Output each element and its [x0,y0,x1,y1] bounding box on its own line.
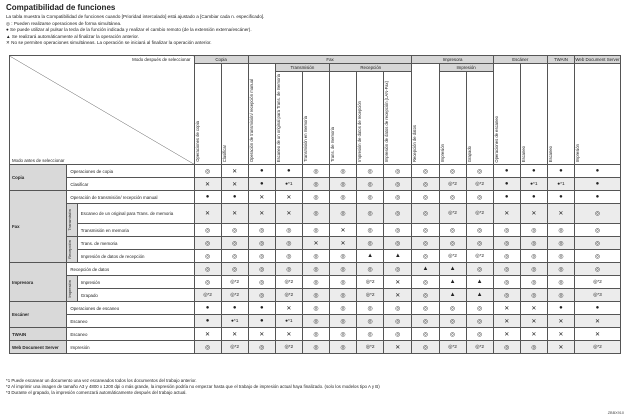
compat-cell: ◎ [275,224,302,237]
compat-cell: ▲ [439,276,466,289]
col-header: Operaciones de copia [194,64,221,165]
compat-cell: ◎ [248,341,275,354]
page-title: Compatibilidad de funciones [6,3,116,12]
compat-cell: ◎ [248,263,275,276]
compat-cell: ◎ [330,165,357,178]
compat-cell: ◎ [330,328,357,341]
row-group-impresora: Impresora [10,263,67,302]
compat-cell: ● [547,165,574,178]
header-impresion: Impresión [439,64,493,72]
compat-cell: ◎ [330,204,357,224]
compat-cell: ◎ [302,289,329,302]
compat-cell: ● [275,165,302,178]
compat-cell: ◎ [520,263,547,276]
row-label: Trans. de memoria [77,237,194,250]
compat-cell: ◎ [412,178,439,191]
footnote: *2 Al imprimir una imagen de tamaño A3 y 4800 x 1200 dpi o más grande, la impresión podría no empezar hasta que el trabajo de impresión actual haya finalizado. (solo los modelos tipo A y B) [6,384,380,390]
compat-cell: ● [574,178,620,191]
compat-cell: ◎ [493,237,520,250]
compat-cell: ◎ [439,165,466,178]
compat-cell: ✕ [520,328,547,341]
compat-cell: ◎ [412,276,439,289]
row-subgroup-label: Recepción [67,240,73,260]
compat-cell: ◎ [412,250,439,263]
compat-cell: ● [547,302,574,315]
corner-after-label: Modo después de seleccionar [132,57,191,62]
compat-cell: ● [493,191,520,204]
compat-cell: ✕ [520,302,547,315]
legend-auto: ▲ Se realizará automáticamente al finalizar la operación anterior. [6,33,139,39]
compat-cell: ●*1 [275,315,302,328]
compat-cell: ◎ [194,341,221,354]
compat-cell: ◎ [384,328,412,341]
compat-cell: ◎*2 [221,289,248,302]
compat-cell: ▲ [466,289,493,302]
compat-cell: ✕ [547,315,574,328]
compat-cell: ✕ [493,328,520,341]
compat-cell: ◎ [547,224,574,237]
row-label: Escaneo [67,315,194,328]
row-group-twain: TWAIN [10,328,67,341]
compat-cell: ◎ [194,165,221,178]
compat-cell: ● [520,191,547,204]
compat-cell: ◎ [357,237,384,250]
compat-cell: ✕ [221,178,248,191]
compat-cell: ● [574,191,620,204]
compat-cell: ◎ [330,250,357,263]
compat-cell: ◎ [221,250,248,263]
row-label: Escaneo de un original para Trans. de memoria [77,204,194,224]
col-header: Operaciones de escaneo [493,64,520,165]
row-subgroup-label: Impresión [67,279,73,298]
table-row [10,289,621,302]
compat-cell: ✕ [302,237,329,250]
compat-cell: ✕ [384,289,412,302]
compat-cell: ◎ [194,237,221,250]
compat-cell: ◎ [412,191,439,204]
compat-cell: ✕ [221,165,248,178]
compat-cell: ◎ [412,204,439,224]
compat-cell: ◎ [412,315,439,328]
compat-cell: ◎ [357,178,384,191]
compat-cell: ◎ [302,302,329,315]
row-subgroup-impresion [67,276,77,302]
table-row [10,204,621,224]
legend-not-allowed: ✕ No se permiten operaciones simultáneas. La operación se iniciará al finalizar la operación anterior. [6,40,212,46]
col-header: Escaneo [547,64,574,165]
compat-cell: ● [248,178,275,191]
header-twain: TWAIN [547,56,574,64]
compat-cell: ◎ [302,224,329,237]
compat-cell: ◎ [330,315,357,328]
figure-code: ZBBX910 [607,411,624,415]
header-wds: Web Document Server [575,57,620,62]
compat-cell: ●*1 [547,178,574,191]
compat-cell: ◎ [248,250,275,263]
compat-cell: ◎ [439,237,466,250]
compat-cell: ✕ [493,204,520,224]
compat-cell: ◎ [302,178,329,191]
row-label: Clasificar [67,178,194,191]
compat-cell: ◎ [493,289,520,302]
compat-cell: ◎ [330,191,357,204]
compat-cell: ◎ [574,250,620,263]
table-row [10,224,621,237]
compatibility-table [9,55,621,354]
row-label: Impresión de datos de recepción [77,250,194,263]
compat-cell: ● [248,302,275,315]
header-escaner: Escáner [493,56,547,64]
table-row [10,302,621,315]
col-header: Clasificar [221,64,248,165]
compat-cell: ◎ [466,328,493,341]
compat-cell: ✕ [493,315,520,328]
compat-cell: ◎ [384,315,412,328]
compat-cell: ◎ [384,178,412,191]
compat-cell: ◎ [275,250,302,263]
compat-cell: ◎ [194,224,221,237]
compat-cell: ● [574,165,620,178]
compat-cell: ◎ [357,263,384,276]
compat-cell: ◎ [466,263,493,276]
table-row [10,315,621,328]
compat-cell: ◎*2 [466,341,493,354]
compat-cell: ◎ [412,302,439,315]
compat-cell: ◎ [466,191,493,204]
table-row [10,165,621,178]
compat-cell: ◎ [302,165,329,178]
table-row [10,276,621,289]
compat-cell: ◎*2 [574,276,620,289]
compat-cell: ◎ [357,204,384,224]
compat-cell: ◎ [384,263,412,276]
compat-cell: ◎ [520,237,547,250]
compat-cell: ▲ [439,263,466,276]
compat-cell: ◎ [493,341,520,354]
compat-cell: ✕ [520,204,547,224]
row-group-fax: Fax [10,191,67,263]
compat-cell: ✕ [330,237,357,250]
row-label: Impresión [67,341,194,354]
row-label: Grapado [77,289,194,302]
compat-cell: ✕ [520,315,547,328]
compat-cell: ● [248,315,275,328]
compat-cell: ▲ [439,289,466,302]
compat-cell: ◎ [275,237,302,250]
compat-cell: ◎ [520,276,547,289]
row-subgroup-recepcion [67,237,77,263]
compat-cell: ◎ [275,263,302,276]
col-header: Impresión [574,64,620,165]
compat-cell: ◎*2 [466,204,493,224]
legend-remote: ● Se puede utilizar al pulsar la tecla de la función indicada y realizar el cambio remoto (de la extensión externa/escáner). [6,27,252,33]
compat-cell: ◎*2 [574,341,620,354]
compat-cell: ◎ [194,276,221,289]
table-row [10,191,621,204]
compat-cell: ◎*2 [439,341,466,354]
compat-cell: ◎ [547,250,574,263]
row-group-copia: Copia [10,165,67,191]
compat-cell: ◎*2 [357,289,384,302]
compat-cell: ◎ [547,289,574,302]
compat-cell: ◎ [520,289,547,302]
compat-cell: ◎*2 [194,289,221,302]
compat-cell: ◎ [302,315,329,328]
compat-cell: ◎ [520,224,547,237]
compat-cell: ◎ [248,289,275,302]
compat-cell: ◎ [221,263,248,276]
row-label: Operaciones de copia [67,165,194,178]
col-header: Impresión [439,72,466,165]
compat-cell: ▲ [357,250,384,263]
header-copia: Copia [194,56,248,64]
compat-cell: ● [574,302,620,315]
compat-cell: ◎*3 [574,289,620,302]
compat-cell: ✕ [574,328,620,341]
compat-cell: ✕ [275,191,302,204]
compat-cell: ◎ [302,328,329,341]
compat-cell: ◎ [412,289,439,302]
compat-cell: ◎ [248,237,275,250]
table-body [10,165,621,354]
compat-cell: ▲ [384,250,412,263]
compat-cell: ◎ [412,237,439,250]
compat-cell: ◎ [547,263,574,276]
compat-cell: ◎*2 [439,204,466,224]
compat-cell: ◎ [466,315,493,328]
table-row [10,178,621,191]
compat-cell: ◎ [439,328,466,341]
compat-cell: ◎ [302,250,329,263]
compat-cell: ◎ [466,165,493,178]
compat-cell: ✕ [248,328,275,341]
compat-cell: ✕ [194,204,221,224]
compat-cell: ◎*2 [357,276,384,289]
compat-cell: ◎*2 [466,250,493,263]
row-label: Recepción de datos [67,263,194,276]
row-label: Transmisión en memoria [77,224,194,237]
header-recepcion: Recepción [330,64,412,72]
table-row [10,250,621,263]
table-row [10,237,621,250]
compat-cell: ◎ [330,341,357,354]
compat-cell: ◎ [547,276,574,289]
compat-cell: ◎ [330,276,357,289]
row-subgroup-label: Transmisión [67,209,73,232]
compat-cell: ◎ [384,204,412,224]
compat-cell: ◎ [302,204,329,224]
table-row [10,263,621,276]
compat-cell: ◎*2 [275,289,302,302]
footnote: *1 Puede escanear un documento una vez escaneados todos los documentos del trabajo anterior. [6,378,197,383]
row-label: Impresión [77,276,194,289]
compat-cell: ● [221,302,248,315]
compat-cell: ◎ [439,315,466,328]
compat-cell: ✕ [221,204,248,224]
compat-cell: ◎ [384,302,412,315]
compat-cell: ◎*2 [439,250,466,263]
col-header: Escaneo de un original para Trans. de memoria [275,72,302,165]
compat-cell: ● [520,165,547,178]
compat-cell: ✕ [547,328,574,341]
compat-cell: ●*1 [275,178,302,191]
compat-cell: ◎*2 [357,341,384,354]
row-label: Operación de transmisión/ recepción manual [67,191,194,204]
compat-cell: ● [194,302,221,315]
compat-cell: ✕ [248,204,275,224]
header-fax: Fax [248,56,412,64]
compat-cell: ◎ [412,224,439,237]
compat-cell: ◎ [330,263,357,276]
compat-cell: ◎ [357,224,384,237]
col-header: Escaneo [520,64,547,165]
row-label: Escaneo [67,328,194,341]
intro-line: La tabla muestra la Compatibilidad de funciones cuando [Prioridad intercalado] está ajustado a [Cambiar cada n. especificado]. [6,14,265,19]
compat-cell: ◎ [466,302,493,315]
compat-cell: ◎ [302,263,329,276]
legend-simultaneous: ◎ : Pueden realizarse operaciones de forma simultánea. [6,20,122,26]
compat-cell: ●*1 [221,315,248,328]
compat-cell: ◎ [384,165,412,178]
compat-cell: ✕ [275,328,302,341]
compat-cell: ◎ [302,276,329,289]
compat-cell: ◎ [439,191,466,204]
compat-cell: ◎ [520,341,547,354]
compat-cell: ● [547,191,574,204]
col-header: Transmisión en memoria [302,72,329,165]
compat-cell: ◎ [574,237,620,250]
compat-cell: ◎*2 [439,178,466,191]
compat-cell: ◎ [574,204,620,224]
compat-cell: ◎ [493,276,520,289]
col-header: Trans. de memoria [330,72,357,165]
compat-cell: ◎*2 [275,341,302,354]
compat-cell: ✕ [384,276,412,289]
compat-cell: ◎ [194,263,221,276]
compat-cell: ● [493,165,520,178]
col-header: Operación de transmisión/ recepción manual [248,64,275,165]
col-header: Impresión de datos de recepción [357,72,384,165]
compat-cell: ◎ [493,263,520,276]
compat-cell: ◎ [412,328,439,341]
compat-cell: ✕ [574,315,620,328]
compat-cell: ● [493,178,520,191]
compat-cell: ◎ [547,237,574,250]
compat-cell: ● [221,191,248,204]
compat-cell: ◎ [302,191,329,204]
compat-cell: ✕ [547,204,574,224]
compat-cell: ◎*2 [275,276,302,289]
compat-cell: ◎ [221,237,248,250]
intro-legend [6,14,264,47]
header-transmision: Transmisión [275,64,329,72]
compat-cell: ● [194,191,221,204]
compat-cell: ✕ [330,224,357,237]
compat-cell: ✕ [384,341,412,354]
compat-cell: ▲ [412,263,439,276]
compat-cell: ▲ [466,276,493,289]
compat-cell: ◎ [439,224,466,237]
compat-cell: ✕ [547,341,574,354]
compat-cell: ✕ [275,204,302,224]
footnotes [6,378,380,397]
table-row [10,341,621,354]
header-impresora: Impresora [412,56,493,64]
compat-cell: ● [248,165,275,178]
row-label: Operaciones de escaneo [67,302,194,315]
compat-cell: ◎ [248,224,275,237]
compat-cell: ◎ [439,302,466,315]
row-group-escaner: Escáner [10,302,67,328]
compat-cell: ✕ [275,302,302,315]
col-header: Recepción de datos [412,64,439,165]
compat-cell: ✕ [221,328,248,341]
compat-cell: ✕ [194,328,221,341]
compat-cell: ✕ [248,191,275,204]
table-row [10,328,621,341]
compat-cell: ◎ [574,224,620,237]
compat-cell: ◎*2 [221,341,248,354]
compat-cell: ◎ [384,237,412,250]
compat-cell: ◎ [330,178,357,191]
compat-cell: ● [194,315,221,328]
compat-cell: ◎ [357,302,384,315]
compat-cell: ◎ [384,224,412,237]
footnote: *3 Durante el grapado, la impresión comenzará automáticamente después del trabajo actual. [6,390,187,396]
compat-cell: ◎ [194,250,221,263]
compat-cell: ◎ [466,237,493,250]
compat-cell: ◎ [493,224,520,237]
compat-cell: ●*1 [520,178,547,191]
compat-cell: ◎ [330,289,357,302]
compat-cell: ◎ [412,341,439,354]
compat-cell: ◎ [466,224,493,237]
compat-cell: ◎ [221,224,248,237]
compat-cell: ◎ [412,165,439,178]
col-header: Grapado [466,72,493,165]
compat-cell: ◎ [520,250,547,263]
compatibility-table-wrap [9,55,621,354]
compat-cell: ◎ [357,165,384,178]
compat-cell: ◎ [302,341,329,354]
compat-cell: ✕ [493,302,520,315]
compat-cell: ◎*2 [221,276,248,289]
col-header: Impresión de datos de recepción (LAN-Fax) [384,72,412,165]
compat-cell: ◎ [357,328,384,341]
compat-cell: ◎ [357,315,384,328]
table-corner [10,56,195,165]
compat-cell: ✕ [194,178,221,191]
compat-cell: ◎ [384,191,412,204]
corner-before-label: Modo antes de seleccionar [12,158,65,164]
compat-cell: ◎ [248,276,275,289]
row-group-wds: Web Document Server [10,341,67,354]
compat-cell: ◎ [330,302,357,315]
compat-cell: ◎ [493,250,520,263]
row-subgroup-transmision [67,204,77,237]
compat-cell: ◎ [357,191,384,204]
compat-cell: ◎ [574,263,620,276]
compat-cell: ◎*2 [466,178,493,191]
